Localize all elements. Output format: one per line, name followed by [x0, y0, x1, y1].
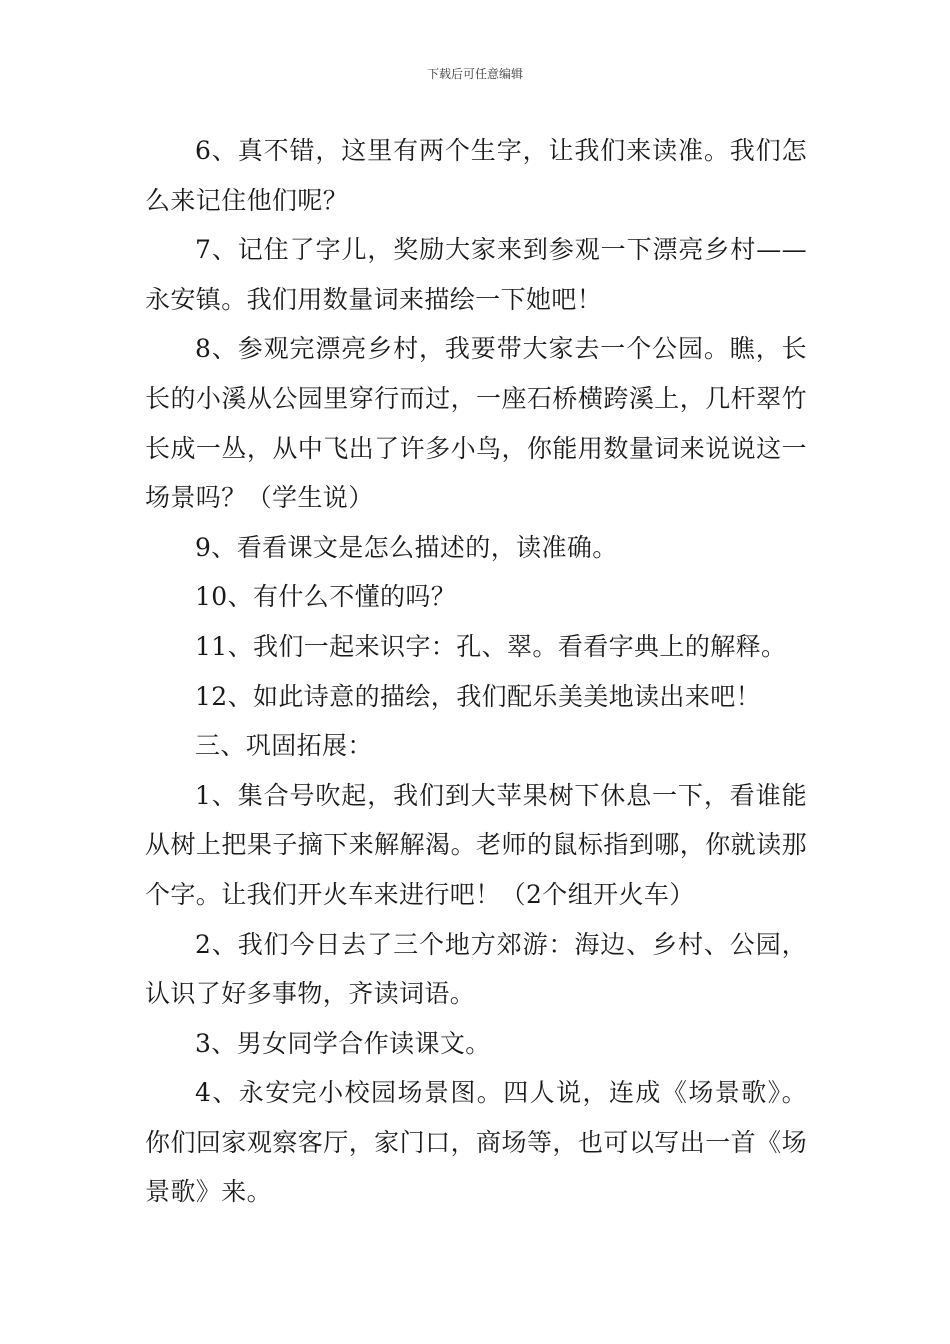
paragraph-step-11: 11、我们一起来识字：孔、翠。看看字典上的解释。	[195, 631, 787, 661]
document-body	[145, 126, 807, 1217]
paragraph-step-9: 9、看看课文是怎么描述的，读准确。	[195, 532, 618, 562]
paragraph-activity-2: 2、我们今日去了三个地方郊游：海边、乡村、公园，认识了好多事物，齐读词语。	[145, 929, 807, 1009]
paragraph-activity-1: 1、集合号吹起，我们到大苹果树下休息一下，看谁能从树上把果子摘下来解解渴。老师的鼠标指到哪，你就读那个字。让我们开火车来进行吧！（2个组开火车）	[145, 780, 807, 909]
paragraph-step-12: 12、如此诗意的描绘，我们配乐美美地读出来吧！	[195, 681, 762, 711]
paragraph-step-8: 8、参观完漂亮乡村，我要带大家去一个公园。瞧，长长的小溪从公园里穿行而过，一座石桥横跨溪上，几杆翠竹长成一丛，从中飞出了许多小鸟，你能用数量词来说说这一场景吗？（学生说）	[145, 334, 807, 513]
paragraph-activity-4: 4、永安完小校园场景图。四人说，连成《场景歌》。你们回家观察客厅，家门口，商场等，也可以写出一首《场景歌》来。	[145, 1078, 807, 1207]
paragraph-step-7: 7、记住了字儿，奖励大家来到参观一下漂亮乡村——永安镇。我们用数量词来描绘一下她吧！	[145, 235, 807, 314]
page-header: 下载后可任意编辑	[426, 67, 523, 81]
section-heading-consolidation: 三、巩固拓展：	[195, 731, 373, 761]
paragraph-step-6: 6、真不错，这里有两个生字，让我们来读准。我们怎么来记住他们呢？	[145, 136, 807, 215]
paragraph-step-10: 10、有什么不懂的吗？	[195, 582, 457, 612]
paragraph-activity-3: 3、男女同学合作读课文。	[195, 1028, 491, 1058]
